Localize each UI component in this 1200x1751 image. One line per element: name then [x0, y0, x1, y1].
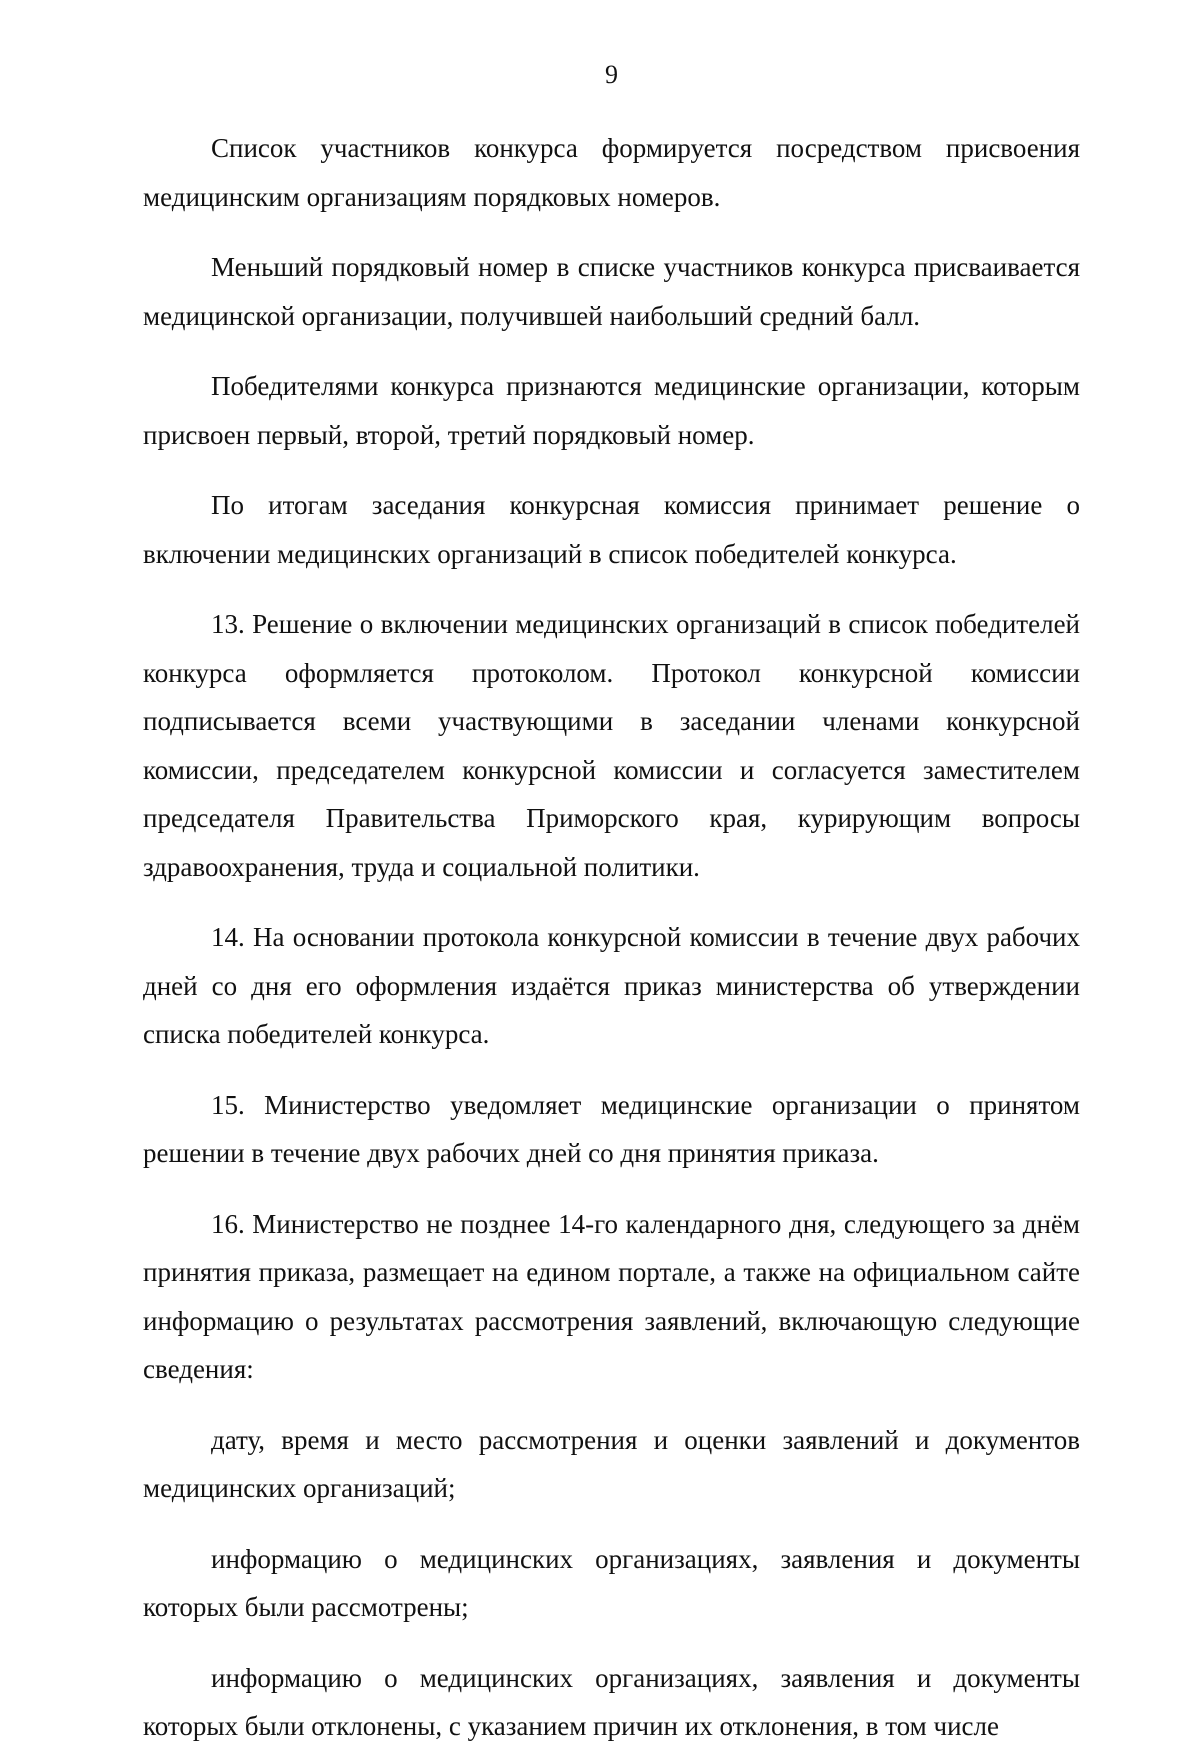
paragraph-lowest-number: Меньший порядковый номер в списке участников конкурса присваивается медицинской организации, получившей наибольший средний балл. — [143, 252, 1080, 331]
paragraph-winners: Победителями конкурса признаются медицинские организации, которым присвоен первый, второй, третий порядковый номер. — [143, 371, 1080, 450]
paragraph-participants-list: Список участников конкурса формируется посредством присвоения медицинским организациям порядковых номеров. — [143, 133, 1080, 212]
paragraph-date-time-place: дату, время и место рассмотрения и оценки заявлений и документов медицинских организаций; — [143, 1424, 1080, 1503]
paragraph-item-14: 14. На основании протокола конкурсной комиссии в течение двух рабочих дней со дня его оформления издаётся приказ министерства об утверждении списка победителей конкурса. — [143, 922, 1080, 1049]
page-number: 9 — [605, 60, 618, 89]
paragraph-item-16: 16. Министерство не позднее 14-го календарного дня, следующего за днём принятия приказа, размещает на едином портале, а также на официальном сайте информацию о результатах рассмотрения заявлений, включающую следующие сведения: — [143, 1208, 1080, 1384]
paragraph-rejected-info: информацию о медицинских организациях, заявления и документы которых были отклонены, с указанием причин их отклонения, в том числе — [143, 1662, 1080, 1741]
paragraph-commission-decision: По итогам заседания конкурсная комиссия принимает решение о включении медицинских организаций в список победителей конкурса. — [143, 490, 1080, 569]
paragraph-reviewed-info: информацию о медицинских организациях, заявления и документы которых были рассмотрены; — [143, 1543, 1080, 1622]
paragraph-item-13: 13. Решение о включении медицинских организаций в список победителей конкурса оформляется протоколом. Протокол конкурсной комиссии подписывается всеми участвующими в заседании членами конкурсной комиссии, председателем конкурсной комиссии и согласуется заместителем председателя Правительства Приморского края, курирующим вопросы здравоохранения, труда и социальной политики. — [143, 609, 1080, 882]
paragraph-item-15: 15. Министерство уведомляет медицинские организации о принятом решении в течение двух рабочих дней со дня принятия приказа. — [143, 1089, 1080, 1168]
